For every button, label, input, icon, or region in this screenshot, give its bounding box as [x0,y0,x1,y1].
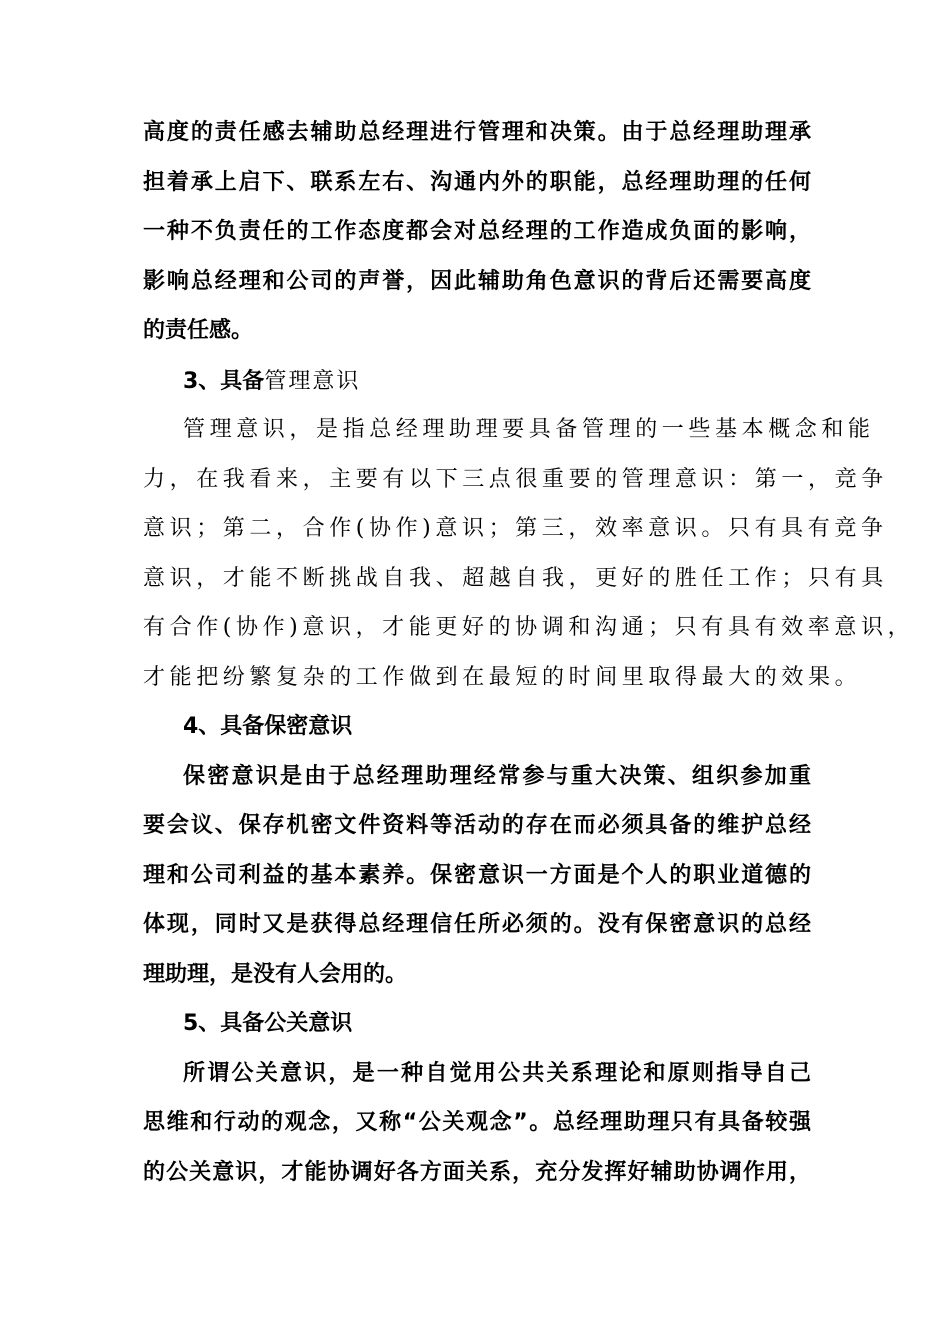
text-line: 思维和行动的观念，又称“公关观念”。总经理助理只有具备较强 [143,1110,811,1135]
text-line: 高度的责任感去辅助总经理进行管理和决策。由于总经理助理承 [143,120,811,145]
text-line: 要会议、保存机密文件资料等活动的存在而必须具备的维护总经 [143,813,811,838]
text-line: 的公关意识，才能协调好各方面关系，充分发挥好辅助协调作用， [143,1159,811,1185]
heading-bold-part: 3、具备 [183,368,265,394]
text-line: 管理意识，是指总经理助理要具备管理的一些基本概念和能 [183,417,875,442]
text-line: 所谓公关意识，是一种自觉用公共关系理论和原则指导自己 [183,1060,811,1086]
text-line: 理助理，是没有人会用的。 [143,961,408,987]
text-line: 力，在我看来，主要有以下三点很重要的管理意识：第一，竞争 [143,466,888,492]
document-body [143,108,915,1197]
text-line: 影响总经理和公司的声誉，因此辅助角色意识的背后还需要高度 [143,268,811,294]
text-line: 的责任感。 [143,318,254,343]
text-line: 意识；第二，合作(协作)意识；第三，效率意识。只有具有竞争 [143,516,888,541]
heading-normal-part: 管理意识 [264,368,361,394]
text-line: 才能把纷繁复杂的工作做到在最短的时间里取得最大的效果。 [143,664,862,690]
text-line: 一种不负责任的工作态度都会对总经理的工作造成负面的影响， [143,219,811,244]
text-line: 有合作(协作)意识，才能更好的协调和沟通；只有具有效率意识， [143,615,915,640]
section-heading-4: 4、具备保密意识 [183,714,353,739]
text-line: 理和公司利益的基本素养。保密意识一方面是个人的职业道德的 [143,862,811,888]
section-heading-3 [143,356,811,406]
text-line: 体现，同时又是获得总经理信任所必须的。没有保密意识的总经 [143,912,811,937]
text-line: 保密意识是由于总经理助理经常参与重大决策、组织参加重 [183,763,811,789]
text-line: 担着承上启下、联系左右、沟通内外的职能，总经理助理的任何 [143,169,811,195]
text-line: 意识，才能不断挑战自我、超越自我，更好的胜任工作；只有具 [143,565,888,591]
section-heading-5: 5、具备公关意识 [183,1011,353,1036]
